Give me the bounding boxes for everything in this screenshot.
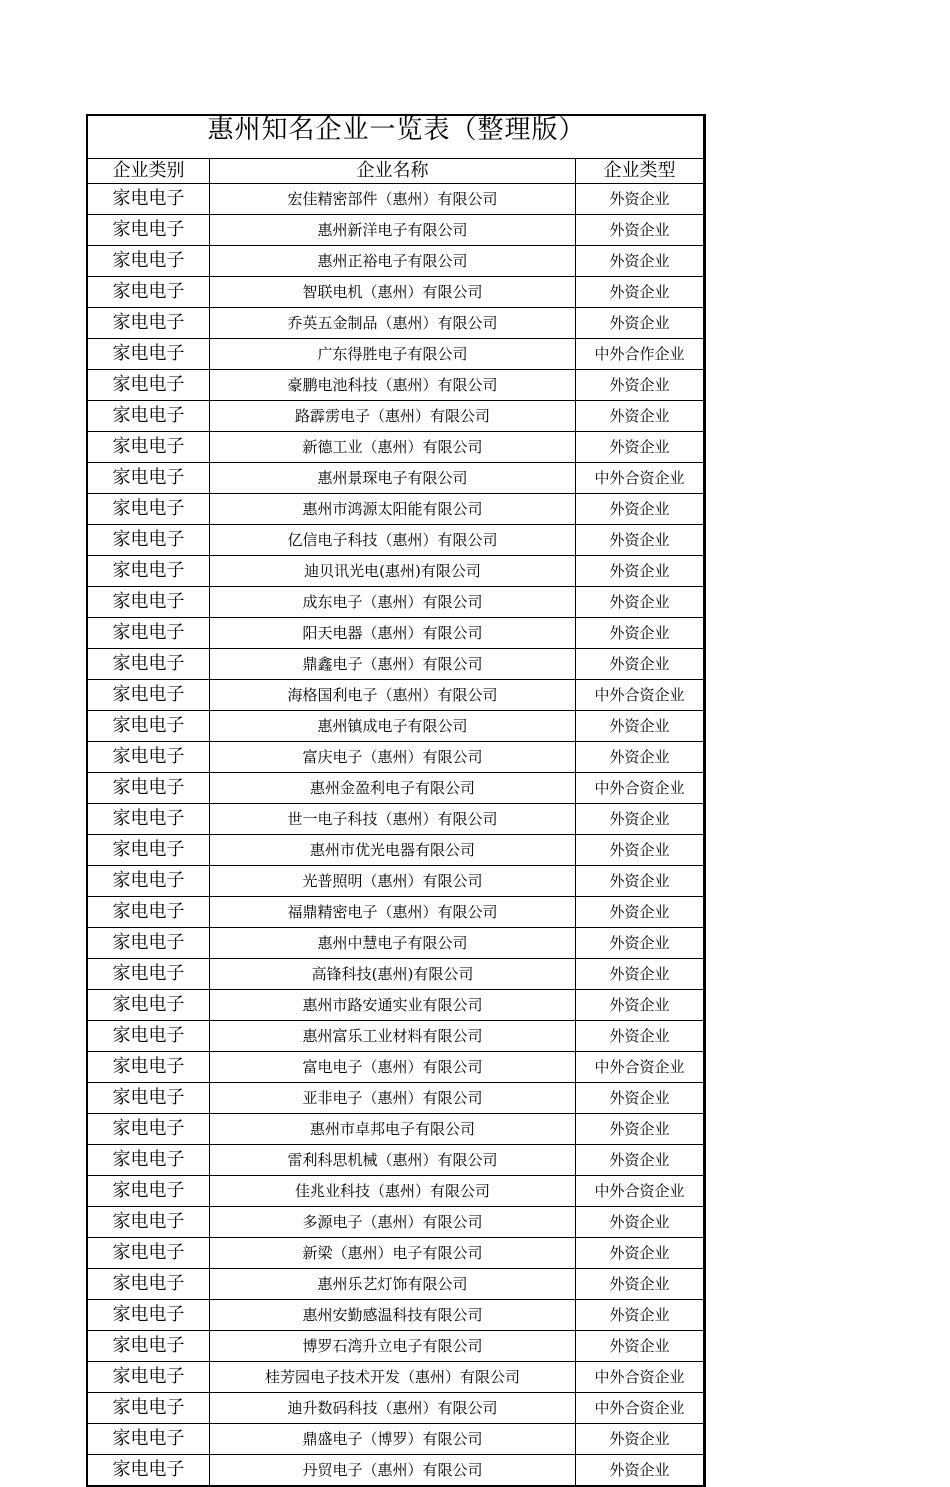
cell-company-name: 惠州富乐工业材料有限公司 bbox=[210, 1021, 576, 1052]
cell-company-name: 成东电子（惠州）有限公司 bbox=[210, 587, 576, 618]
table-row bbox=[88, 1238, 703, 1269]
cell-company-name: 鼎盛电子（博罗）有限公司 bbox=[210, 1424, 576, 1455]
table-row bbox=[88, 959, 703, 990]
cell-category: 家电电子 bbox=[88, 1083, 210, 1114]
cell-company-type: 外资企业 bbox=[576, 1145, 704, 1176]
cell-category: 家电电子 bbox=[88, 308, 210, 339]
cell-company-name: 路霹雳电子（惠州）有限公司 bbox=[210, 401, 576, 432]
cell-category: 家电电子 bbox=[88, 680, 210, 711]
cell-company-type: 外资企业 bbox=[576, 215, 704, 246]
cell-company-name: 海格国利电子（惠州）有限公司 bbox=[210, 680, 576, 711]
cell-company-name: 宏佳精密部件（惠州）有限公司 bbox=[210, 184, 576, 215]
table-row bbox=[88, 990, 703, 1021]
cell-company-name: 博罗石湾升立电子有限公司 bbox=[210, 1331, 576, 1362]
cell-category: 家电电子 bbox=[112, 1459, 185, 1480]
cell-company-type: 中外合资企业 bbox=[576, 1393, 704, 1424]
cell-category: 家电电子 bbox=[88, 277, 210, 308]
table-row bbox=[88, 463, 703, 494]
cell-company-type: 外资企业 bbox=[576, 1269, 704, 1300]
cell-company-type: 外资企业 bbox=[576, 1424, 704, 1455]
cell-company-name: 迪贝讯光电(惠州)有限公司 bbox=[210, 556, 576, 587]
cell-company-name: 世一电子科技（惠州）有限公司 bbox=[210, 804, 576, 835]
cell-company-name: 智联电机（惠州）有限公司 bbox=[210, 277, 576, 308]
column-header-name: 企业名称 bbox=[210, 159, 576, 184]
cell-category: 家电电子 bbox=[88, 742, 210, 773]
table-row bbox=[88, 1145, 703, 1176]
cell-company-type: 外资企业 bbox=[576, 1331, 704, 1362]
cell-company-name: 惠州镇成电子有限公司 bbox=[210, 711, 576, 742]
cell-company-name: 亿信电子科技（惠州）有限公司 bbox=[210, 525, 576, 556]
cell-category: 家电电子 bbox=[88, 1362, 210, 1393]
cell-company-name: 迪升数码科技（惠州）有限公司 bbox=[210, 1393, 576, 1424]
cell-category: 家电电子 bbox=[88, 432, 210, 463]
cell-category: 家电电子 bbox=[88, 1021, 210, 1052]
cell-company-type: 外资企业 bbox=[576, 432, 704, 463]
cell-category: 家电电子 bbox=[88, 463, 210, 494]
cell-category: 家电电子 bbox=[88, 215, 210, 246]
table-row bbox=[88, 494, 703, 525]
cell-company-type: 中外合资企业 bbox=[576, 1362, 704, 1393]
table-row bbox=[88, 1083, 703, 1114]
table-row bbox=[88, 525, 703, 556]
cell-company-type: 外资企业 bbox=[576, 1021, 704, 1052]
table-row bbox=[88, 680, 703, 711]
cell-company-type: 外资企业 bbox=[576, 649, 704, 680]
cell-category: 家电电子 bbox=[88, 525, 210, 556]
table-row bbox=[88, 618, 703, 649]
cell-company-name: 惠州中慧电子有限公司 bbox=[210, 928, 576, 959]
column-header-type: 企业类型 bbox=[576, 159, 704, 184]
cell-company-type: 外资企业 bbox=[576, 184, 704, 215]
cell-category: 家电电子 bbox=[88, 1238, 210, 1269]
table-row bbox=[88, 742, 703, 773]
cell-company-name: 乔英五金制品（惠州）有限公司 bbox=[210, 308, 576, 339]
table-row bbox=[88, 835, 703, 866]
table-row bbox=[88, 804, 703, 835]
sheet-title: 惠州知名企业一览表（整理版） bbox=[88, 116, 703, 159]
cell-category: 家电电子 bbox=[88, 1424, 210, 1455]
cell-company-name: 豪鹏电池科技（惠州）有限公司 bbox=[210, 370, 576, 401]
cell-company-name: 惠州市路安通实业有限公司 bbox=[210, 990, 576, 1021]
cell-category: 家电电子 bbox=[88, 1207, 210, 1238]
cell-company-type: 外资企业 bbox=[576, 866, 704, 897]
cell-company-type: 外资企业 bbox=[576, 525, 704, 556]
table-row bbox=[88, 339, 703, 370]
cell-category: 家电电子 bbox=[88, 649, 210, 680]
cell-company-name: 富电电子（惠州）有限公司 bbox=[210, 1052, 576, 1083]
cell-company-name: 高锋科技(惠州)有限公司 bbox=[210, 959, 576, 990]
cell-category: 家电电子 bbox=[88, 835, 210, 866]
cell-company-type: 外资企业 bbox=[576, 897, 704, 928]
cell-company-name: 亚非电子（惠州）有限公司 bbox=[210, 1083, 576, 1114]
cell-company-type: 中外合资企业 bbox=[576, 1176, 704, 1207]
cell-company-type: 外资企业 bbox=[576, 618, 704, 649]
cell-company-name: 光普照明（惠州）有限公司 bbox=[210, 866, 576, 897]
cell-company-name: 富庆电子（惠州）有限公司 bbox=[210, 742, 576, 773]
table-row bbox=[88, 370, 703, 401]
cell-category: 家电电子 bbox=[88, 184, 210, 215]
table-row bbox=[88, 1021, 703, 1052]
cell-category: 家电电子 bbox=[88, 556, 210, 587]
cell-company-type: 外资企业 bbox=[576, 1455, 704, 1486]
table-row bbox=[88, 587, 703, 618]
cell-category: 家电电子 bbox=[88, 711, 210, 742]
table-row bbox=[88, 277, 703, 308]
table-row bbox=[88, 649, 703, 680]
cell-company-name: 惠州市卓邦电子有限公司 bbox=[210, 1114, 576, 1145]
cell-company-type: 外资企业 bbox=[576, 556, 704, 587]
cell-company-name: 鼎鑫电子（惠州）有限公司 bbox=[210, 649, 576, 680]
cell-company-name: 新德工业（惠州）有限公司 bbox=[210, 432, 576, 463]
cell-company-name: 惠州安勤感温科技有限公司 bbox=[210, 1300, 576, 1331]
cell-company-type: 外资企业 bbox=[576, 587, 704, 618]
cell-category: 家电电子 bbox=[88, 370, 210, 401]
cell-company-type: 外资企业 bbox=[576, 1083, 704, 1114]
cell-company-type: 外资企业 bbox=[576, 370, 704, 401]
cell-company-name: 惠州市优光电器有限公司 bbox=[210, 835, 576, 866]
table-row bbox=[88, 1362, 703, 1393]
spreadsheet-table bbox=[86, 114, 706, 1487]
table-row bbox=[88, 773, 703, 804]
cell-category: 家电电子 bbox=[88, 246, 210, 277]
table-row bbox=[88, 1331, 703, 1362]
cell-company-type: 外资企业 bbox=[576, 959, 704, 990]
cell-category: 家电电子 bbox=[88, 1269, 210, 1300]
cell-category: 家电电子 bbox=[88, 1052, 210, 1083]
table-row bbox=[88, 215, 703, 246]
table-row bbox=[88, 1114, 703, 1145]
cell-category: 家电电子 bbox=[88, 959, 210, 990]
cell-company-name: 桂芳园电子技术开发（惠州）有限公司 bbox=[210, 1362, 576, 1393]
cell-category: 家电电子 bbox=[88, 897, 210, 928]
cell-company-name: 惠州正裕电子有限公司 bbox=[210, 246, 576, 277]
table-row bbox=[88, 1269, 703, 1300]
table-row bbox=[88, 401, 703, 432]
cell-company-name: 新梁（惠州）电子有限公司 bbox=[210, 1238, 576, 1269]
cell-company-name: 惠州金盈利电子有限公司 bbox=[210, 773, 576, 804]
cell-company-type: 外资企业 bbox=[576, 494, 704, 525]
cell-company-name: 福鼎精密电子（惠州）有限公司 bbox=[210, 897, 576, 928]
cell-category: 家电电子 bbox=[88, 1393, 210, 1424]
cell-category: 家电电子 bbox=[88, 401, 210, 432]
cell-category: 家电电子 bbox=[88, 866, 210, 897]
cell-company-name: 雷利科思机械（惠州）有限公司 bbox=[210, 1145, 576, 1176]
cell-company-type: 外资企业 bbox=[576, 742, 704, 773]
table-row bbox=[88, 1052, 703, 1083]
table-row bbox=[88, 184, 703, 215]
table-row bbox=[88, 308, 703, 339]
table-row bbox=[88, 556, 703, 587]
cell-company-type: 外资企业 bbox=[576, 990, 704, 1021]
table-row bbox=[88, 1207, 703, 1238]
table-row bbox=[88, 1393, 703, 1424]
table-row bbox=[88, 1176, 703, 1207]
cell-company-name: 惠州市鸿源太阳能有限公司 bbox=[210, 494, 576, 525]
cell-category: 家电电子 bbox=[88, 1145, 210, 1176]
cell-company-name: 佳兆业科技（惠州）有限公司 bbox=[210, 1176, 576, 1207]
cell-company-type: 中外合资企业 bbox=[576, 1052, 704, 1083]
column-header-category: 企业类别 bbox=[88, 159, 210, 184]
cell-company-name: 惠州景琛电子有限公司 bbox=[210, 463, 576, 494]
cell-category: 家电电子 bbox=[88, 1114, 210, 1145]
cell-company-type: 外资企业 bbox=[576, 1114, 704, 1145]
cell-company-type: 外资企业 bbox=[576, 835, 704, 866]
table-row bbox=[88, 432, 703, 463]
cell-company-name: 广东得胜电子有限公司 bbox=[210, 339, 576, 370]
table-row bbox=[88, 928, 703, 959]
cell-company-type: 中外合作企业 bbox=[576, 339, 704, 370]
table-row bbox=[88, 246, 703, 277]
cell-company-name: 丹贸电子（惠州）有限公司 bbox=[210, 1455, 576, 1486]
cell-company-type: 外资企业 bbox=[576, 804, 704, 835]
table-row bbox=[88, 866, 703, 897]
cell-company-type: 外资企业 bbox=[576, 1300, 704, 1331]
cell-company-type: 中外合资企业 bbox=[576, 463, 704, 494]
cell-category: 家电电子 bbox=[88, 990, 210, 1021]
table-row bbox=[88, 897, 703, 928]
company-table bbox=[88, 159, 703, 1485]
cell-company-name: 惠州新洋电子有限公司 bbox=[210, 215, 576, 246]
header-row bbox=[88, 159, 703, 184]
table-row bbox=[88, 1424, 703, 1455]
table-row bbox=[88, 1300, 703, 1331]
cell-company-type: 外资企业 bbox=[576, 928, 704, 959]
table-row bbox=[88, 711, 703, 742]
cell-company-type: 中外合资企业 bbox=[576, 773, 704, 804]
cell-category: 家电电子 bbox=[88, 773, 210, 804]
cell-company-type: 外资企业 bbox=[576, 711, 704, 742]
cell-company-type: 外资企业 bbox=[576, 401, 704, 432]
cell-category: 家电电子 bbox=[88, 618, 210, 649]
cell-company-type: 外资企业 bbox=[576, 246, 704, 277]
table-row bbox=[88, 1455, 703, 1486]
cell-category: 家电电子 bbox=[88, 587, 210, 618]
cell-category: 家电电子 bbox=[88, 1300, 210, 1331]
cell-company-type: 中外合资企业 bbox=[576, 680, 704, 711]
cell-category: 家电电子 bbox=[88, 494, 210, 525]
cell-company-type: 外资企业 bbox=[576, 1238, 704, 1269]
cell-category: 家电电子 bbox=[88, 1176, 210, 1207]
cell-company-type: 外资企业 bbox=[576, 308, 704, 339]
cell-category: 家电电子 bbox=[88, 928, 210, 959]
cell-company-type: 外资企业 bbox=[576, 277, 704, 308]
cell-category: 家电电子 bbox=[88, 339, 210, 370]
cell-company-type: 外资企业 bbox=[576, 1207, 704, 1238]
cell-company-name: 多源电子（惠州）有限公司 bbox=[210, 1207, 576, 1238]
cell-company-name: 惠州乐艺灯饰有限公司 bbox=[210, 1269, 576, 1300]
cell-company-name: 阳天电器（惠州）有限公司 bbox=[210, 618, 576, 649]
cell-category: 家电电子 bbox=[88, 804, 210, 835]
cell-category: 家电电子 bbox=[88, 1331, 210, 1362]
